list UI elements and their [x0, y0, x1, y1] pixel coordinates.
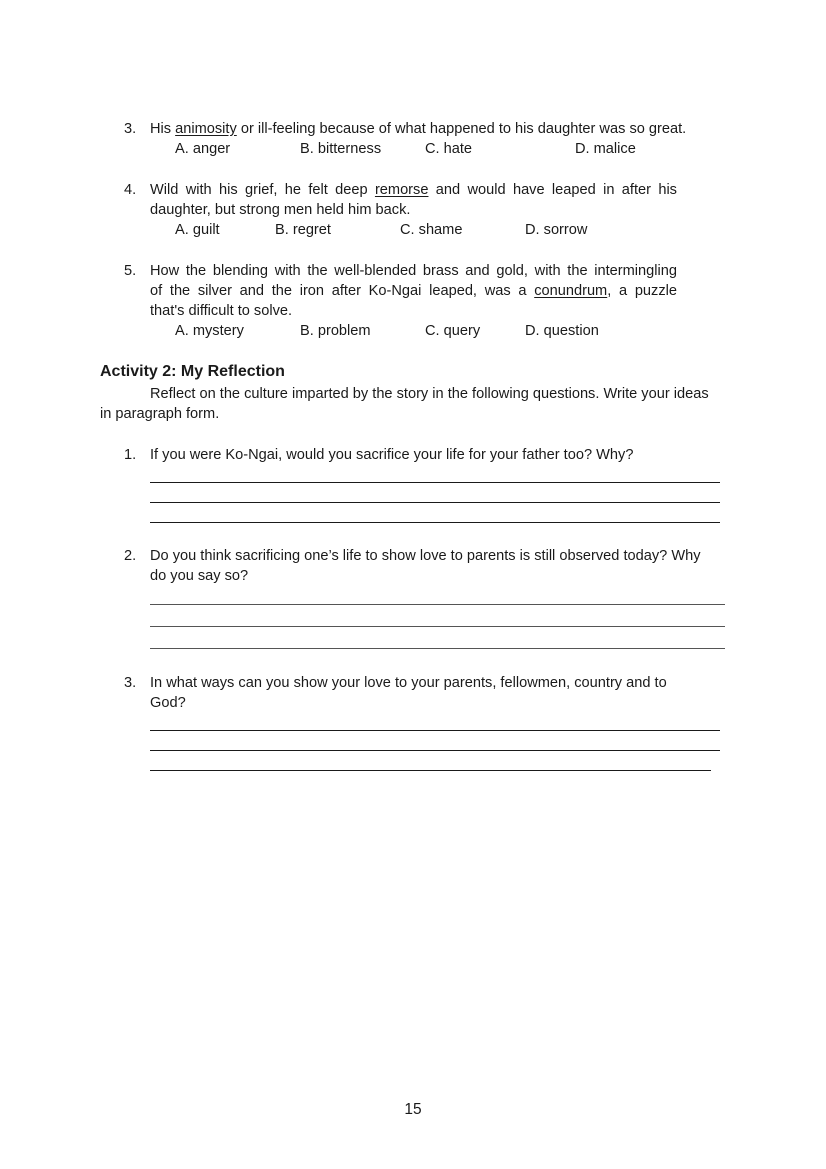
- answer-line[interactable]: [150, 626, 725, 627]
- vocab-question-4: [150, 180, 677, 220]
- answer-line[interactable]: [150, 750, 720, 751]
- item-number: 4.: [124, 182, 137, 198]
- question-text: Wild with his grief, he felt deep: [150, 182, 375, 198]
- reflection-question-3-continued: God?: [150, 695, 186, 711]
- reflection-question-2: Do you think sacrificing one’s life to show love to parents is still observed today? Why: [150, 548, 701, 564]
- answer-line[interactable]: [150, 648, 725, 649]
- question-text: and would have leaped in after his: [428, 182, 677, 198]
- option-b: B. regret: [275, 222, 331, 238]
- item-number: 3.: [124, 121, 137, 137]
- question-line: that's difficult to solve.: [150, 303, 293, 319]
- option-a: A. anger: [175, 141, 231, 157]
- instructions-continued: in paragraph form.: [100, 406, 220, 422]
- option-a: A. mystery: [175, 323, 244, 339]
- option-c: C. shame: [400, 222, 463, 238]
- answer-line[interactable]: [150, 730, 720, 731]
- question-text: His: [150, 121, 176, 137]
- question-number: 1.: [124, 447, 137, 463]
- item-number: 5.: [124, 263, 137, 279]
- option-d: D. sorrow: [525, 222, 588, 238]
- answer-line[interactable]: [150, 482, 720, 483]
- answer-line[interactable]: [150, 770, 711, 771]
- option-a: A. guilt: [175, 222, 220, 238]
- question-text: , a puzzle: [607, 283, 677, 299]
- question-text: or ill-feeling because of what happened to his daughter was so great.: [236, 121, 687, 137]
- answer-line[interactable]: [150, 604, 725, 605]
- option-b: B. bitterness: [300, 141, 382, 157]
- option-b: B. problem: [300, 323, 371, 339]
- option-d: D. question: [525, 323, 599, 339]
- target-word: remorse: [374, 182, 429, 198]
- page-number: 15: [404, 1101, 422, 1118]
- vocab-question-3: [150, 119, 686, 139]
- answer-line[interactable]: [150, 522, 720, 523]
- vocab-question-5: [150, 261, 677, 321]
- option-c: C. hate: [425, 141, 473, 157]
- target-word: conundrum: [534, 283, 608, 299]
- option-d: D. malice: [575, 141, 636, 157]
- answer-line[interactable]: [150, 502, 720, 503]
- reflection-question-1: If you were Ko-Ngai, would you sacrifice your life for your father too? Why?: [150, 447, 634, 463]
- question-line: How the blending with the well-blended brass and gold, with the intermingling: [150, 263, 677, 279]
- option-c: C. query: [425, 323, 481, 339]
- question-line: [150, 180, 677, 200]
- question-number: 3.: [124, 675, 137, 691]
- target-word: animosity: [175, 121, 237, 137]
- question-line: [150, 281, 677, 301]
- reflection-question-3: In what ways can you show your love to your parents, fellowmen, country and to: [150, 675, 667, 691]
- question-line: daughter, but strong men held him back.: [150, 202, 411, 218]
- reflection-question-2-continued: do you say so?: [150, 568, 249, 584]
- question-number: 2.: [124, 548, 137, 564]
- instructions: Reflect on the culture imparted by the story in the following questions. Write your ideas: [150, 386, 709, 402]
- question-text: of the silver and the iron after Ko-Ngai leaped, was a: [150, 283, 535, 299]
- section-heading: Activity 2: My Reflection: [100, 363, 285, 380]
